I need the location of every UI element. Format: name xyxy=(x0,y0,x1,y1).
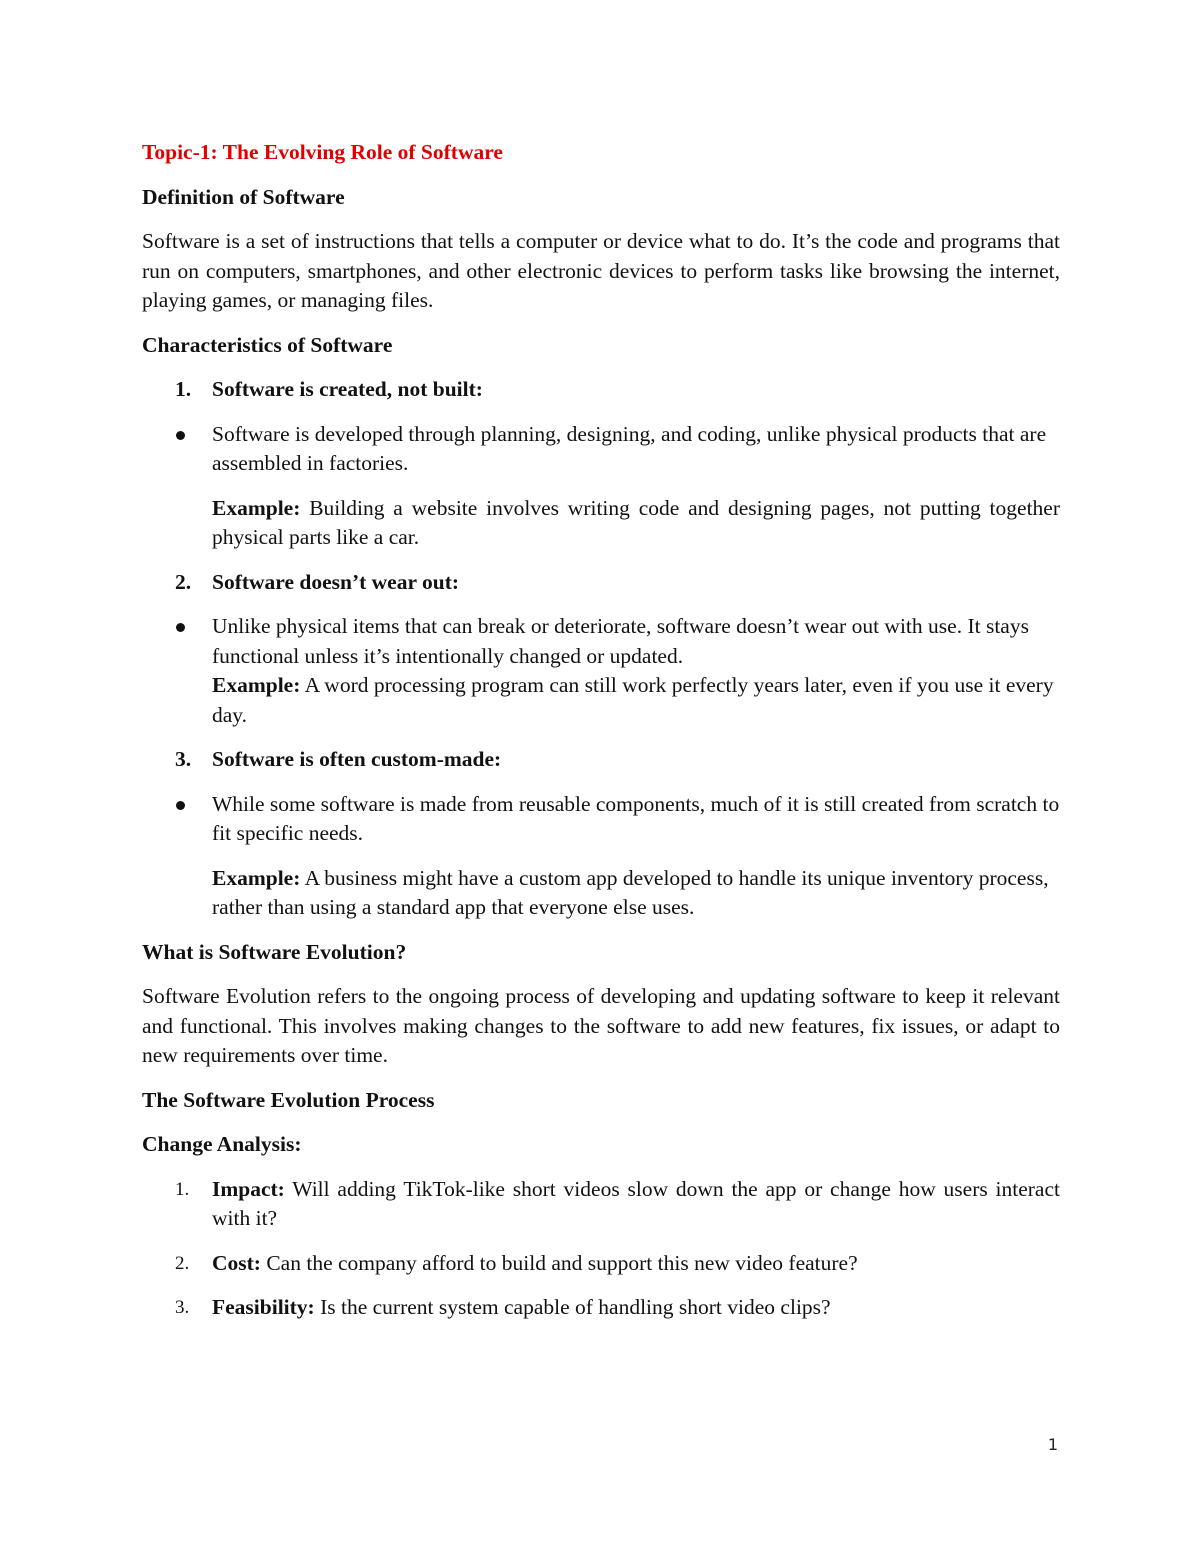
list-item xyxy=(142,1249,1060,1279)
document-body xyxy=(142,138,1060,1338)
list-number: 3. xyxy=(175,747,192,771)
characteristic-title-text: Software doesn’t wear out: xyxy=(212,569,460,594)
item-label: Impact: xyxy=(212,1176,285,1201)
item-label: Feasibility: xyxy=(212,1295,315,1319)
characteristic-title-text: Software is created, not built: xyxy=(212,377,483,401)
bullet-icon xyxy=(176,431,185,440)
item-text: Can the company afford to build and support this new video feature? xyxy=(260,1250,858,1275)
evolution-heading: What is Software Evolution? xyxy=(142,939,407,964)
example-text: A business might have a custom app developed to handle its unique inventory process, rather than using a standard app that everyone else uses. xyxy=(212,865,1049,919)
bullet-text: While some software is made from reusable components, much of it is still created from scratch to fit specific needs. xyxy=(212,791,1060,845)
item-text: Is the current system capable of handling short video clips? xyxy=(314,1295,831,1319)
characteristic-title xyxy=(142,375,1060,405)
list-number: 2. xyxy=(175,569,192,594)
bullet-icon xyxy=(176,801,185,810)
evolution-paragraph: Software Evolution refers to the ongoing process of developing and updating software to keep it relevant and functional. This involves making changes to the software to add new features, fix issues, or adapt to new requirements over time. xyxy=(142,984,1060,1067)
example-paragraph xyxy=(212,864,1060,923)
list-item xyxy=(142,1175,1060,1234)
example-text: A word processing program can still work perfectly years later, even if you use it every day. xyxy=(212,673,1054,727)
change-analysis-heading: Change Analysis: xyxy=(142,1132,302,1156)
list-item xyxy=(142,420,1060,553)
list-item xyxy=(142,612,1060,730)
page-title: Topic-1: The Evolving Role of Software xyxy=(142,140,503,164)
bullet-icon xyxy=(176,623,185,632)
list-item xyxy=(142,1293,1060,1323)
bullet-text: Software is developed through planning, designing, and coding, unlike physical products that are assembled in factories. xyxy=(212,421,1047,475)
page-number: 1 xyxy=(1047,1435,1058,1454)
list-number: 2. xyxy=(175,1252,190,1274)
item-label: Cost: xyxy=(212,1250,261,1275)
definition-heading: Definition of Software xyxy=(142,184,345,209)
example-label: Example: xyxy=(212,865,301,890)
characteristic-title xyxy=(142,568,1060,598)
process-heading: The Software Evolution Process xyxy=(142,1087,435,1112)
example-label: Example: xyxy=(212,495,301,520)
list-item xyxy=(142,790,1060,923)
bullet-text: Unlike physical items that can break or deteriorate, software doesn’t wear out with use. It stays functional unless it’s intentionally changed or updated. xyxy=(212,614,1029,668)
item-text: Will adding TikTok-like short videos slow down the app or change how users interact with it? xyxy=(212,1176,1060,1230)
characteristic-title xyxy=(142,745,1060,775)
list-number: 1. xyxy=(175,1178,190,1200)
example-paragraph xyxy=(212,494,1060,553)
example-label: Example: xyxy=(212,673,301,697)
characteristic-title-text: Software is often custom-made: xyxy=(212,747,502,771)
definition-paragraph: Software is a set of instructions that tells a computer or device what to do. It’s the code and programs that run on computers, smartphones, and other electronic devices to perform tasks like browsing the internet, playing games, or managing files. xyxy=(142,229,1060,312)
characteristics-heading: Characteristics of Software xyxy=(142,332,393,357)
example-paragraph xyxy=(212,671,1060,730)
example-text: Building a website involves writing code and designing pages, not putting together physical parts like a car. xyxy=(212,495,1060,549)
list-number: 3. xyxy=(175,1297,190,1318)
list-number: 1. xyxy=(175,377,192,401)
